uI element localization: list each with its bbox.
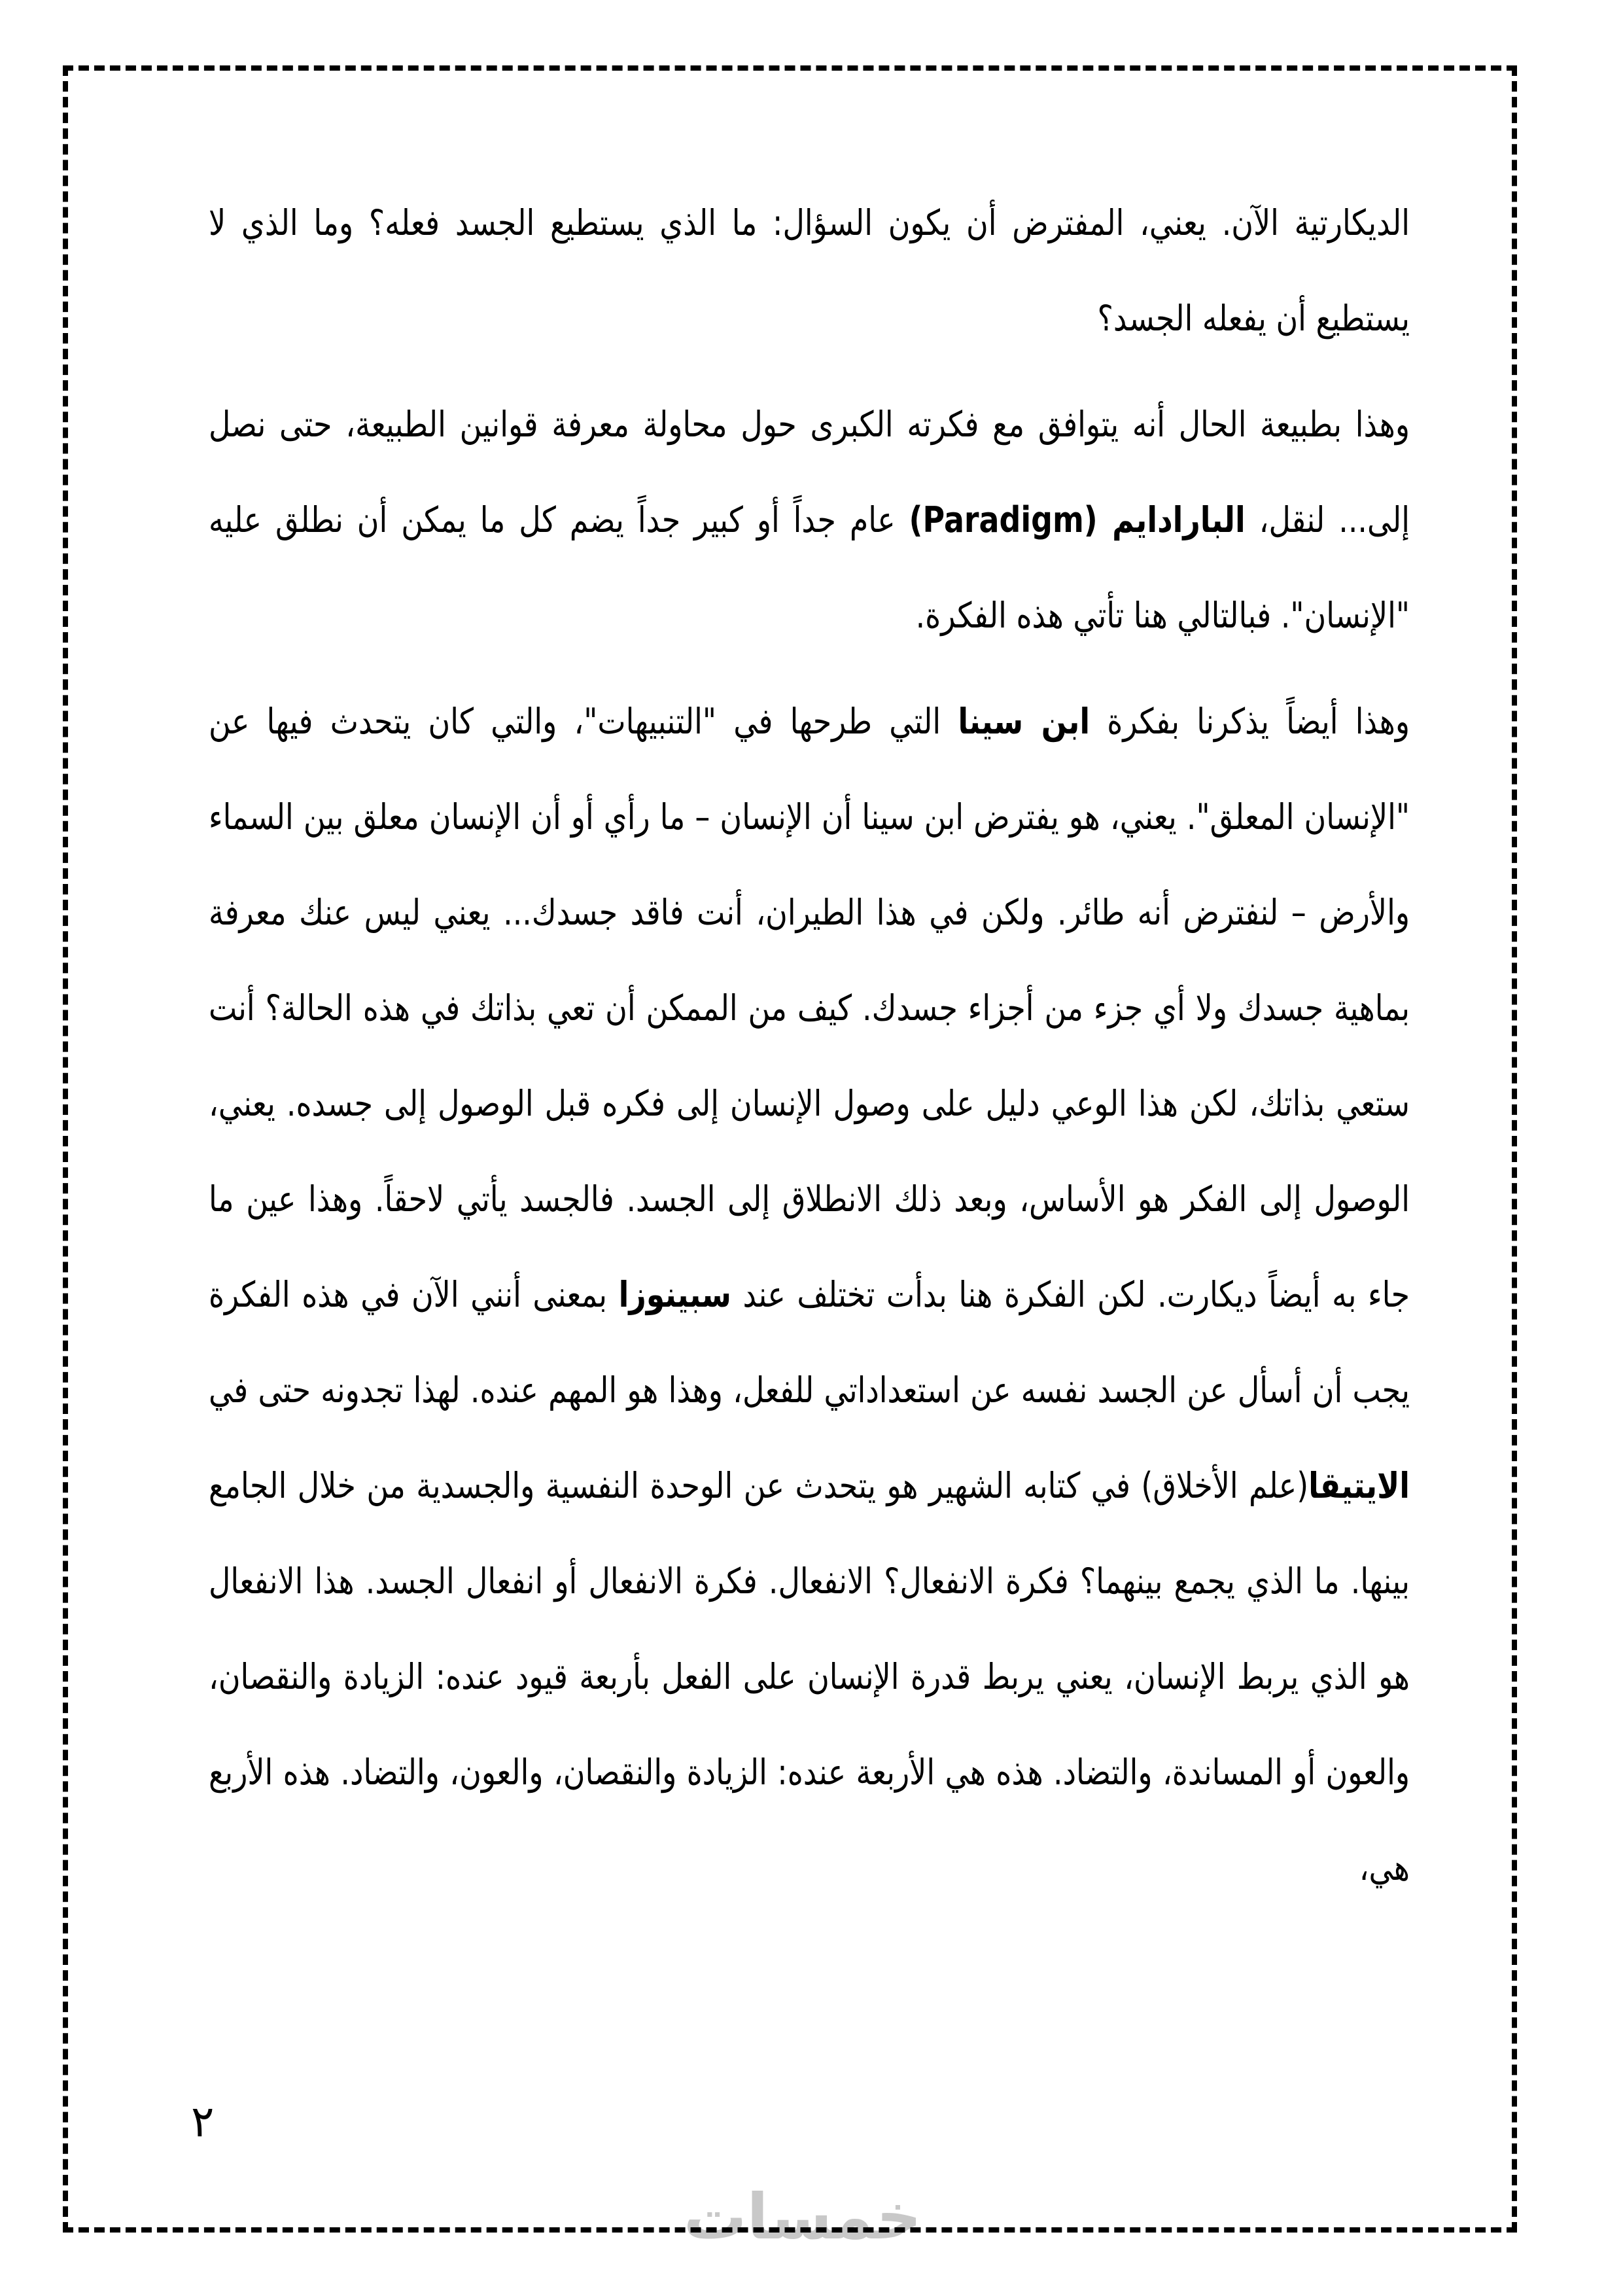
khamsat-watermark: خمسات [684, 2180, 922, 2253]
page-number: ٢ [191, 2096, 215, 2147]
page-content [209, 175, 1410, 1926]
paragraph-1 [209, 175, 1410, 366]
paragraph-1-text: الديكارتية الآن. يعني، المفترض أن يكون السؤال: ما الذي يستطيع الجسد فعله؟ وما الذي لا يستطيع أن يفعله الجسد؟ [209, 202, 1410, 339]
paragraph-3-text-cont-3: (علم الأخلاق) في كتابه الشهير هو يتحدث عن الوحدة النفسية والجسدية من خلال الجامع بينها. ما الذي يجمع بينهما؟ فكرة الانفعال؟ الانفعال. فكرة الانفعال أو انفعال الجسد. هذا الانفعال هو الذي يربط الإنسان، يعني يربط قدرة الإنسان على الفعل بأربعة قيود عنده: الزيادة والنقصان، والعون أو المساندة، والتضاد. هذه هي الأربعة عنده: الزيادة والنقصان، والعون، والتضاد. هذه الأربع هي، [209, 1465, 1410, 1888]
paragraph-3-bold-ibn-sina: ابن سينا [958, 701, 1091, 742]
paragraph-3-bold-spinoza: سبينوزا [618, 1274, 731, 1315]
paragraph-3-text: وهذا أيضاً يذكرنا بفكرة [1090, 701, 1410, 742]
paragraph-3-bold-ethica: الايتيقا [1308, 1465, 1410, 1506]
paragraph-3-text-cont-1: التي طرحها في "التنبيهات"، والتي كان يتحدث فيها عن "الإنسان المعلق". يعني، هو يفترض ابن سينا أن الإنسان – ما رأي أو أن الإنسان معلق بين السماء والأرض – لنفترض أنه طائر. ولكن في هذا الطيران، أنت فاقد جسدك... يعني ليس عنك معرفة بماهية جسدك ولا أي جزء من أجزاء جسدك. كيف من الممكن أن تعي بذاتك في هذه الحالة؟ أنت ستعي بذاتك، لكن هذا الوعي دليل على وصول الإنسان إلى فكره قبل الوصول إلى جسده. يعني، الوصول إلى الفكر هو الأساس، وبعد ذلك الانطلاق إلى الجسد. فالجسد يأتي لاحقاً. وهذا عين ما جاء به أيضاً ديكارت. لكن الفكرة هنا بدأت تختلف عند [209, 701, 1410, 1315]
paragraph-2-text: وهذا بطبيعة الحال أنه يتوافق مع فكرته الكبرى حول محاولة معرفة قوانين الطبيعة، حتى نصل إلى... لنقل، [209, 404, 1410, 540]
paragraph-3-text-cont-2: بمعنى أنني الآن في هذه الفكرة يجب أن أسأل عن الجسد نفسه عن استعداداتي للفعل، وهذا هو المهم عنده. لهذا تجدونه حتى في [209, 1274, 1410, 1411]
paragraph-2-text-cont: عام جداً أو كبير جداً يضم كل ما يمكن أن نطلق عليه "الإنسان". فبالتالي هنا تأتي هذه الفكرة. [209, 499, 1410, 636]
paragraph-3 [209, 674, 1410, 1916]
paragraph-2-bold-paradigm: البارادايم (Paradigm) [909, 499, 1246, 540]
paragraph-2 [209, 377, 1410, 663]
